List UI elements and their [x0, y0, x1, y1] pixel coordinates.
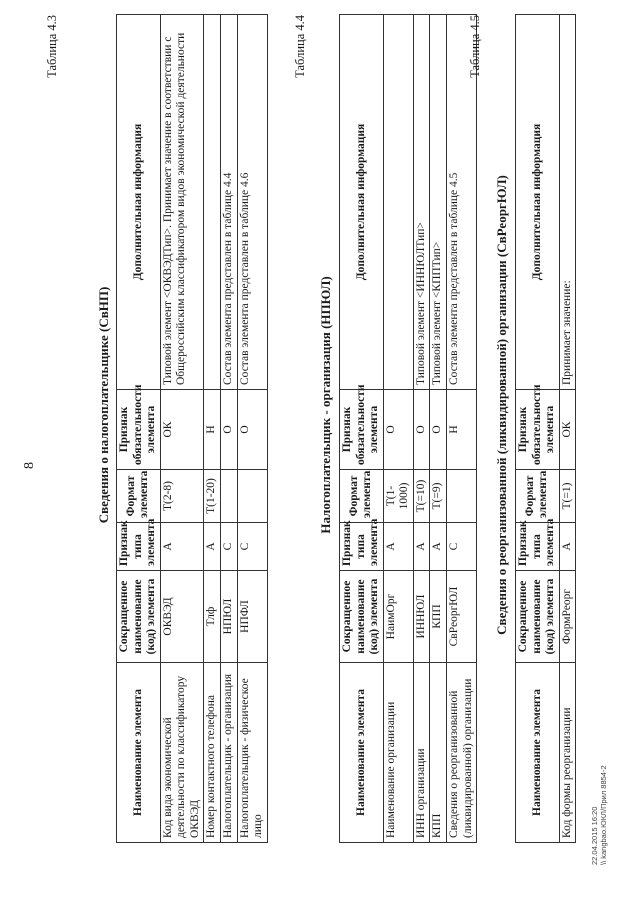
cell-type: А: [204, 523, 221, 571]
cell-name: Код вида экономической деятельности по классификатору ОКВЭД: [160, 663, 204, 843]
cell-code: СвРеоргЮЛ: [446, 571, 476, 663]
cell-name: Налогоплательщик - организация: [220, 663, 237, 843]
cell-format: [237, 470, 267, 523]
table-row: [430, 15, 447, 843]
cell-name: ИНН организации: [413, 663, 430, 843]
cell-format: Т(1-20): [204, 470, 221, 523]
table-caption-4-4: Таблица 4.4: [293, 15, 307, 78]
cell-code: НаимОрг: [383, 571, 413, 663]
cell-format: Т(=1): [559, 470, 576, 523]
cell-required: Н: [446, 390, 476, 470]
table-4-5: [515, 14, 576, 843]
cell-name: Наименование организации: [383, 663, 413, 843]
cell-info: Состав элемента представлен в таблице 4.4: [220, 15, 237, 390]
table-row: [559, 15, 576, 843]
cell-type: А: [430, 523, 447, 571]
cell-code: ОКВЭД: [160, 571, 204, 663]
table-row: [383, 15, 413, 843]
header-info: Дополнительная информация: [117, 15, 161, 390]
table-row: [220, 15, 237, 843]
footer-date: 22.04.2015 16:20: [590, 806, 599, 865]
cell-format: Т(=9): [430, 470, 447, 523]
header-required: Признак обязательности элемента: [117, 390, 161, 470]
header-name: Наименование элемента: [117, 663, 161, 843]
cell-type: А: [160, 523, 204, 571]
footer-stamp: [590, 765, 609, 865]
cell-info: Состав элемента представлен в таблице 4.5: [446, 15, 476, 390]
header-code: Сокращенное наименование (код) элемента: [340, 571, 384, 663]
table-title-4-5: Сведения о реорганизованной (ликвидированной) организации (СвРеоргЮЛ): [494, 175, 509, 635]
header-required: Признак обязательности элемента: [516, 390, 560, 470]
cell-info: [204, 15, 221, 390]
table-4-4: [339, 14, 477, 843]
cell-required: ОК: [160, 390, 204, 470]
cell-required: ОК: [559, 390, 576, 470]
cell-info: [383, 15, 413, 390]
footer-path: \\ kangbao.ЮКЛ/Прил 8854-2: [599, 765, 609, 865]
cell-name: Налогоплательщик - физическое лицо: [237, 663, 267, 843]
header-info: Дополнительная информация: [340, 15, 384, 390]
table-4-3: [116, 14, 268, 843]
cell-required: Н: [204, 390, 221, 470]
cell-format: [220, 470, 237, 523]
cell-info: Принимает значение:: [559, 15, 576, 390]
table-caption-4-5: Таблица 4.5: [468, 15, 482, 78]
cell-type: С: [446, 523, 476, 571]
cell-type: С: [220, 523, 237, 571]
cell-type: С: [237, 523, 267, 571]
table-row: [413, 15, 430, 843]
header-format: Формат элемента: [516, 470, 560, 523]
header-format: Формат элемента: [117, 470, 161, 523]
cell-code: НПЮЛ: [220, 571, 237, 663]
cell-code: ИННЮЛ: [413, 571, 430, 663]
cell-info: Типовой элемент <КППТип>: [430, 15, 447, 390]
cell-required: О: [220, 390, 237, 470]
cell-type: А: [559, 523, 576, 571]
table-caption-4-3: Таблица 4.3: [45, 15, 59, 78]
cell-type: А: [383, 523, 413, 571]
header-name: Наименование элемента: [340, 663, 384, 843]
cell-name: Код формы реорганизации: [559, 663, 576, 843]
cell-name: КПП: [430, 663, 447, 843]
cell-format: Т(2-8): [160, 470, 204, 523]
header-type: Признак типа элемента: [340, 523, 384, 571]
header-info: Дополнительная информация: [516, 15, 560, 390]
cell-format: Т(1-1000): [383, 470, 413, 523]
header-code: Сокращенное наименование (код) элемента: [516, 571, 560, 663]
table-row: [160, 15, 204, 843]
cell-name: Номер контактного телефона: [204, 663, 221, 843]
cell-required: О: [413, 390, 430, 470]
page-number: 8: [22, 462, 37, 469]
cell-info: Типовой элемент <ОКВЭДТип>. Принимает значение в соответствии с Общероссийским классификатором видов экономической деятельности: [160, 15, 204, 390]
cell-format: Т(=10): [413, 470, 430, 523]
header-type: Признак типа элемента: [516, 523, 560, 571]
table-row: [237, 15, 267, 843]
header-format: Формат элемента: [340, 470, 384, 523]
cell-info: Типовой элемент <ИННЮЛТип>: [413, 15, 430, 390]
cell-code: ФормРеорг: [559, 571, 576, 663]
cell-name: Сведения о реорганизованной (ликвидированной) организации: [446, 663, 476, 843]
cell-info: Состав элемента представлен в таблице 4.6: [237, 15, 267, 390]
header-code: Сокращенное наименование (код) элемента: [117, 571, 161, 663]
cell-required: О: [237, 390, 267, 470]
cell-required: О: [430, 390, 447, 470]
cell-format: [446, 470, 476, 523]
cell-code: НПФЛ: [237, 571, 267, 663]
cell-required: О: [383, 390, 413, 470]
cell-type: А: [413, 523, 430, 571]
header-required: Признак обязательности элемента: [340, 390, 384, 470]
table-title-4-3: Сведения о налогоплательщике (СвНП): [96, 286, 111, 524]
cell-code: Тлф: [204, 571, 221, 663]
header-type: Признак типа элемента: [117, 523, 161, 571]
table-title-4-4: Налогоплательщик - организация (НПЮЛ): [318, 276, 333, 534]
table-row: [204, 15, 221, 843]
header-name: Наименование элемента: [516, 663, 560, 843]
cell-code: КПП: [430, 571, 447, 663]
